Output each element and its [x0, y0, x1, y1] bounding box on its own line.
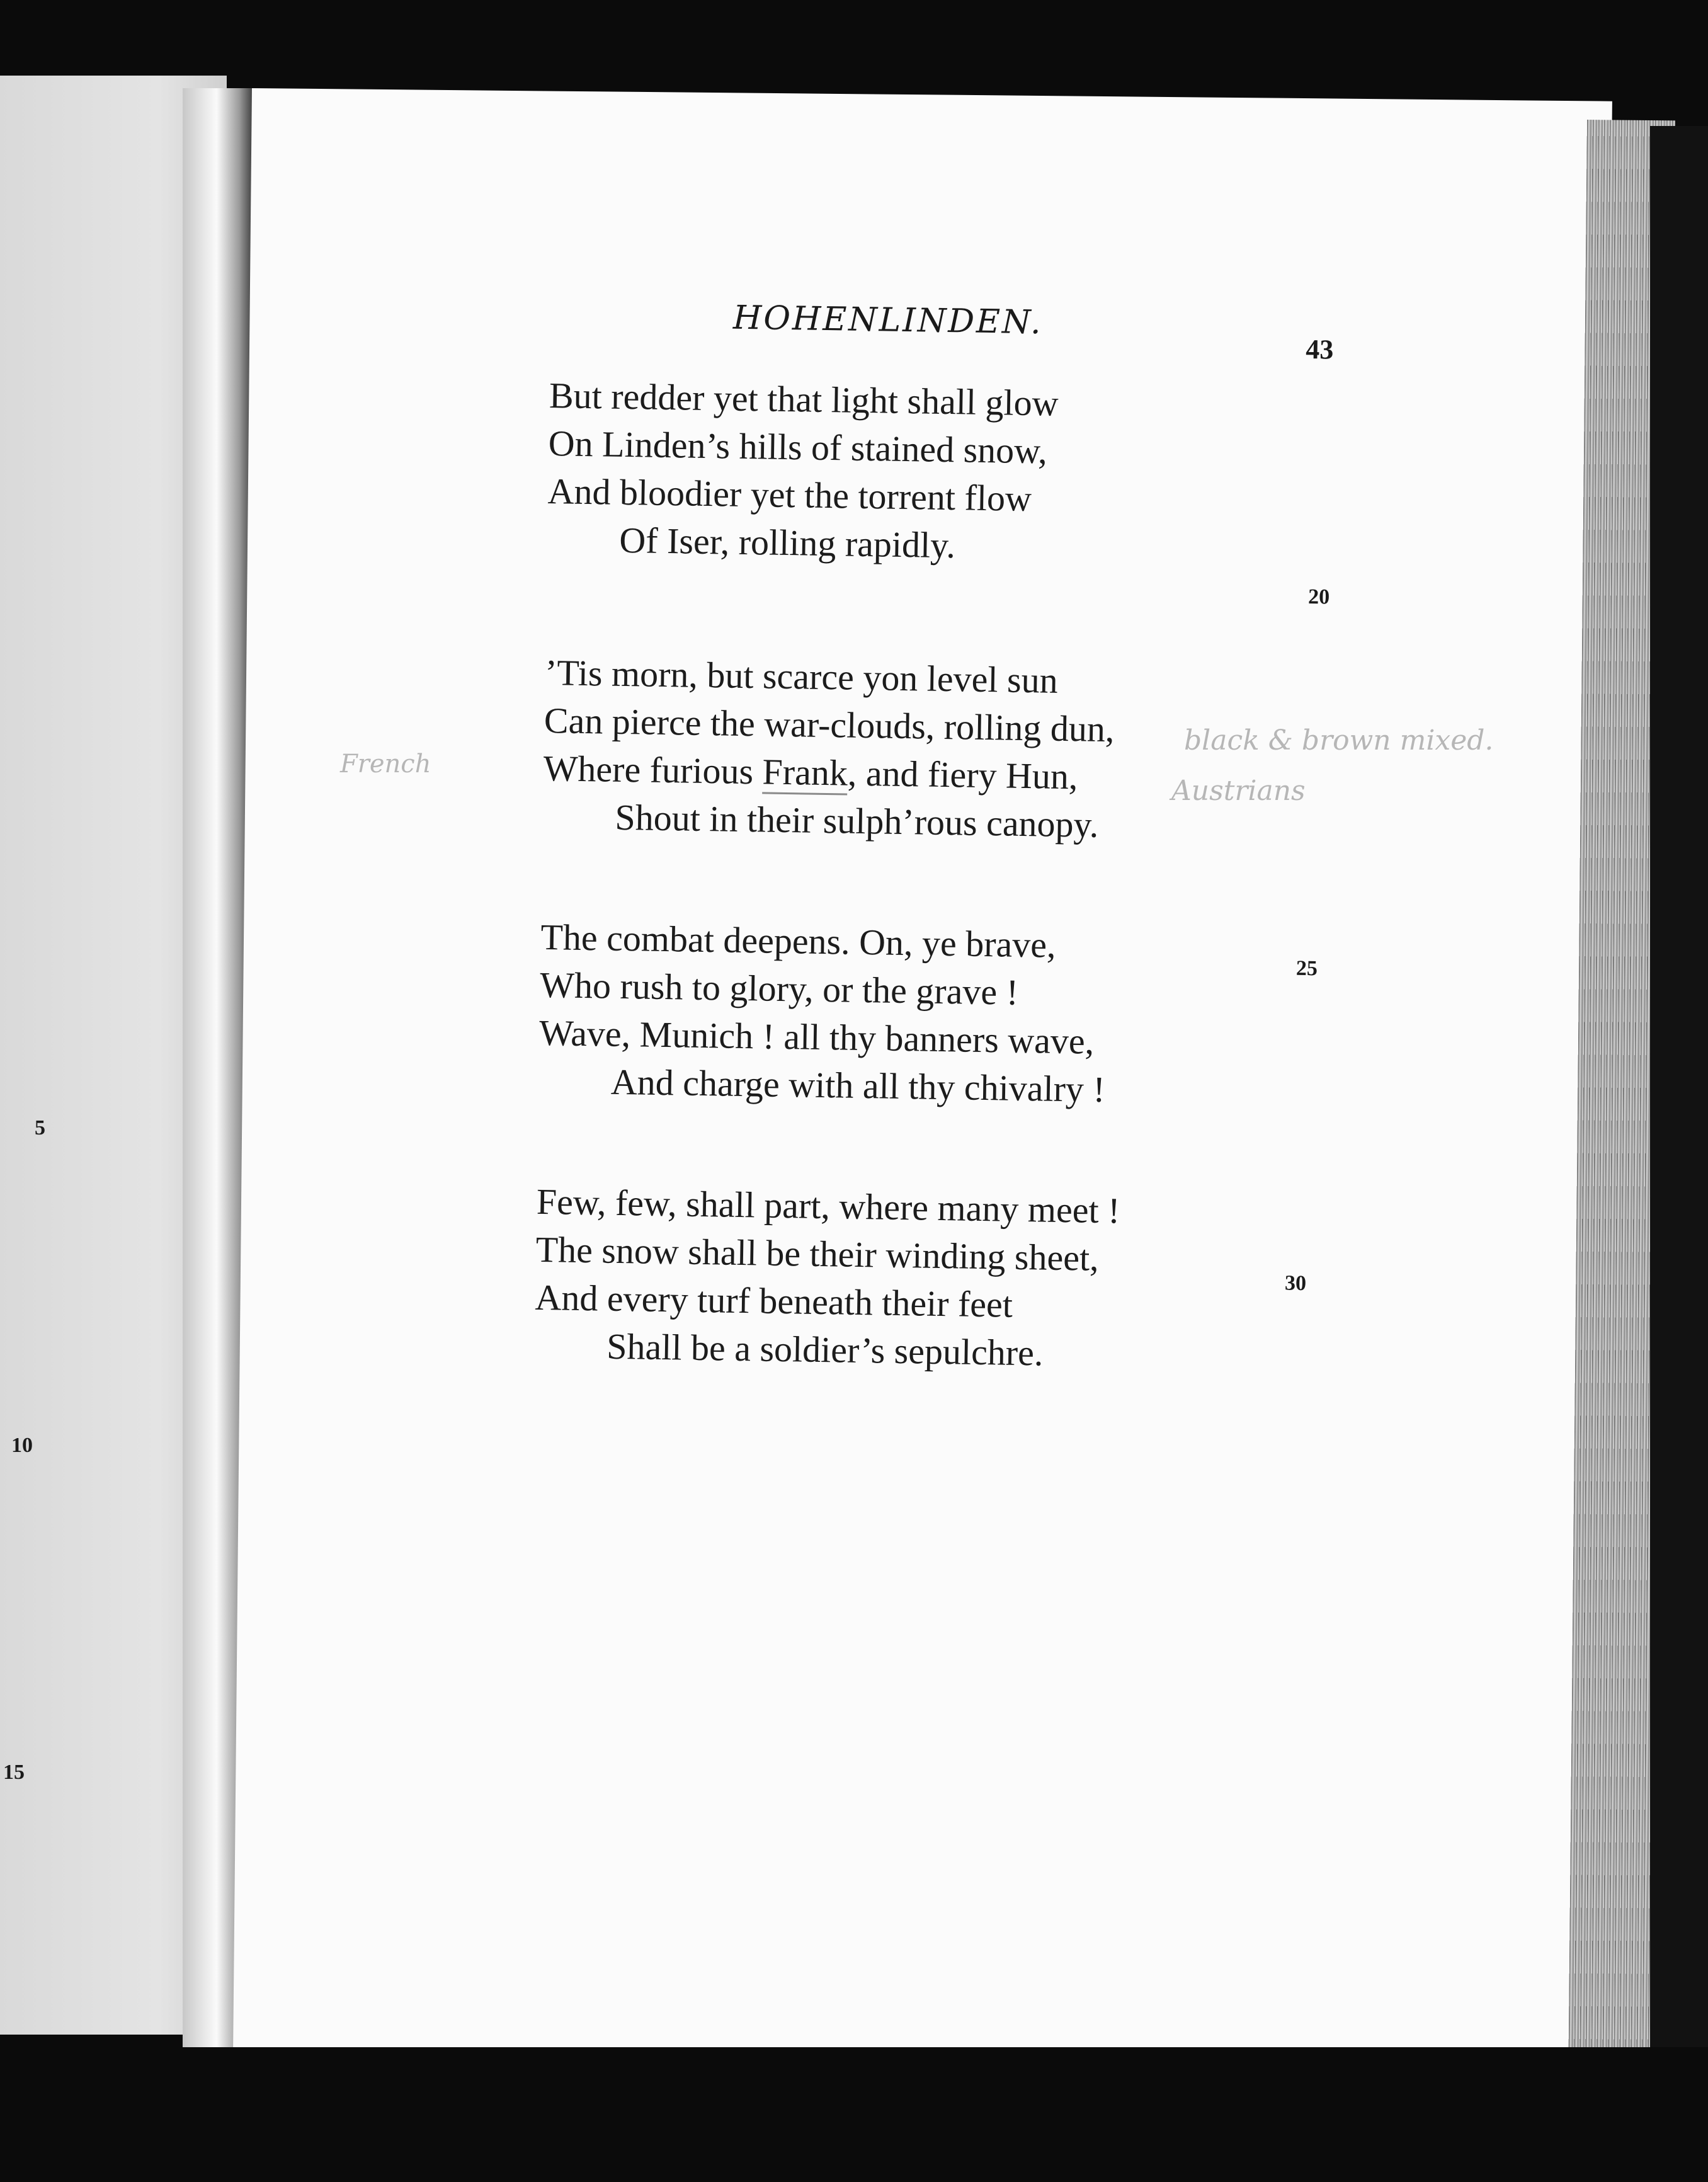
stanza — [547, 372, 1059, 571]
poem-line — [543, 745, 1114, 801]
stanza — [542, 649, 1115, 849]
underlined-word: Frank — [762, 751, 848, 795]
left-page-line-number: 10 — [11, 1434, 33, 1457]
line-number: 20 — [1307, 585, 1330, 609]
poem-line: Wave, Munich ! all thy banners wave, — [538, 1012, 1095, 1062]
poem-line: And every turf beneath their feet — [535, 1276, 1013, 1325]
poem-line: Few, few, shall part, where many meet ! — [536, 1180, 1120, 1231]
poem-line-end: , and fiery Hun, — [847, 752, 1078, 797]
stanza — [538, 913, 1108, 1114]
poem-line: And charge with all thy chivalry ! — [610, 1061, 1106, 1111]
line-number: 25 — [1295, 956, 1318, 981]
poem-line: Of Iser, rolling rapidly. — [618, 519, 956, 566]
poem-line: Shall be a soldier’s sepulchre. — [606, 1325, 1044, 1374]
poem-line: ’Tis morn, but scarce yon level sun — [544, 651, 1059, 701]
handwritten-note: black & brown mixed. — [1184, 724, 1494, 757]
running-head: HOHENLINDEN. — [732, 299, 1044, 342]
page-number: 43 — [1305, 333, 1334, 365]
handwritten-note: French — [340, 750, 431, 779]
poem-line: On Linden’s hills of stained snow, — [548, 423, 1048, 472]
stanza — [534, 1178, 1120, 1379]
poem-line: Can pierce the war-clouds, rolling dun, — [544, 699, 1115, 750]
left-page-line-number: 15 — [3, 1761, 25, 1784]
poem-line: The snow shall be their winding sheet, — [535, 1228, 1100, 1279]
line-number: 30 — [1284, 1271, 1307, 1296]
poem-line: The combat deepens. On, ye brave, — [540, 916, 1057, 966]
poem-line-start: Where furious — [543, 747, 763, 792]
left-page-line-number: 5 — [35, 1116, 45, 1140]
poem-line: But redder yet that light shall glow — [549, 375, 1059, 424]
poem-line: Shout in their sulph’rous canopy. — [615, 796, 1099, 845]
handwritten-note: Austrians — [1171, 775, 1306, 807]
poem-line: Who rush to glory, or the grave ! — [539, 964, 1019, 1013]
poem-line: And bloodier yet the torrent flow — [547, 471, 1032, 520]
